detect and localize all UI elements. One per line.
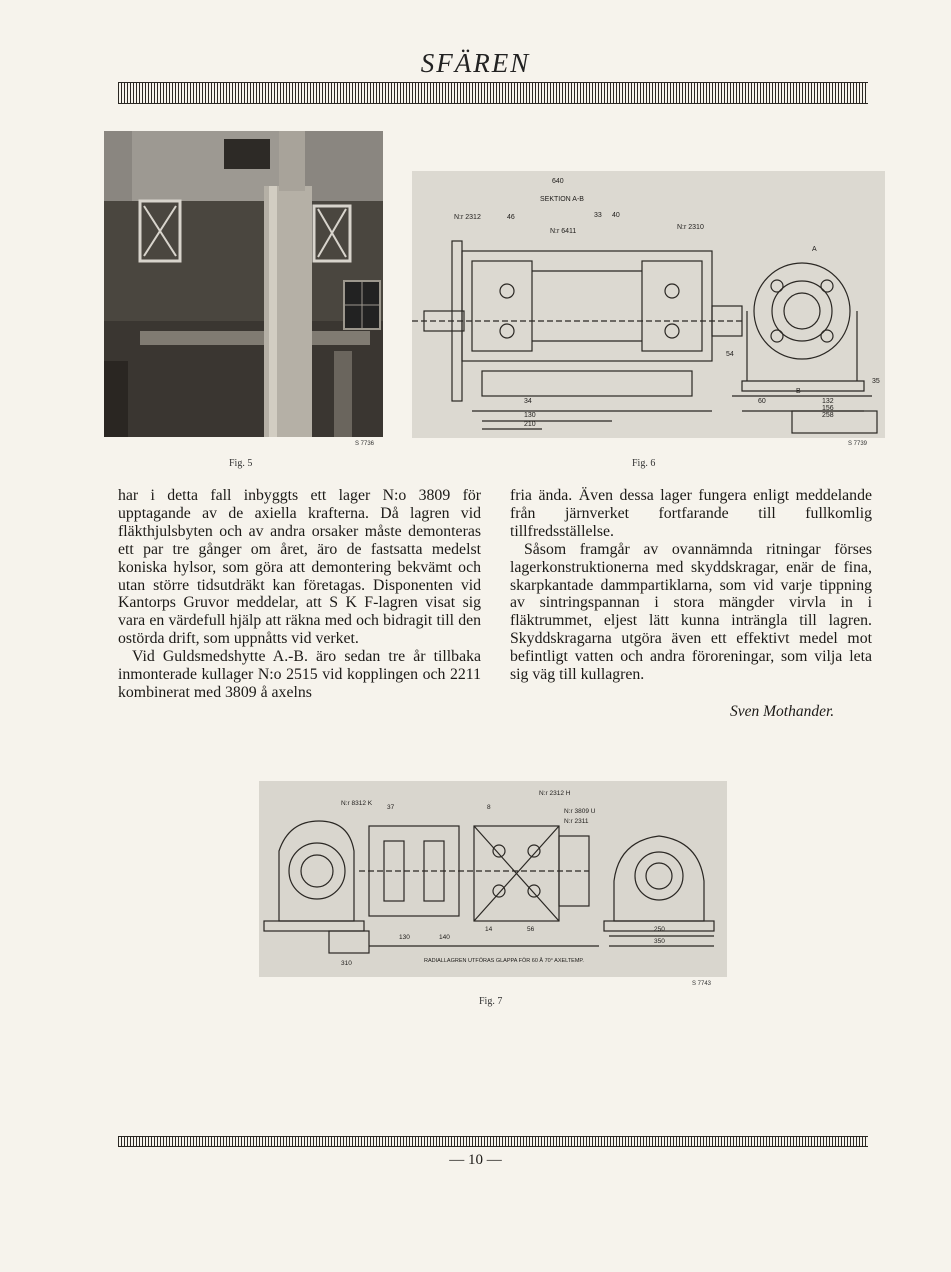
fig5-photo [104, 131, 383, 437]
right-paragraph: fria ända. Även dessa lager fungera enligt meddelande från järnverket fortfarande till fullkomlig tillfredsställelse. [510, 487, 872, 540]
fig6-label: 210 [524, 421, 536, 428]
fig7-label: 310 [341, 960, 352, 967]
fig7-label: N:r 2312 H [539, 790, 571, 797]
fig6-label: 54 [726, 351, 734, 358]
fig6-label: 33 [594, 212, 602, 219]
page-number: — 10 — [449, 1152, 502, 1168]
header-rule [118, 82, 868, 104]
fig6-code: S 7739 [848, 441, 868, 447]
fig6-label: 40 [612, 212, 620, 219]
fig6-label: A [812, 246, 817, 253]
fig6-section-label: SEKTION A-B [540, 196, 584, 203]
fig6-label: B [796, 388, 801, 395]
fig6-drawing [412, 171, 885, 438]
page-header-title: SFÄREN [420, 48, 531, 78]
fig5-caption: Fig. 5 [229, 458, 253, 469]
fig5-code: S 7736 [355, 441, 375, 447]
fig6-caption: Fig. 6 [632, 458, 656, 469]
fig6-label: 46 [507, 214, 515, 221]
fig6-label: N:r 2312 [454, 214, 481, 221]
fig7-label: N:r 8312 K [341, 800, 373, 807]
left-paragraph: har i detta fall inbyggts ett lager N:o 3809 för upptagande av de axiella krafterna. Då lagren vid fläkthjulsbyten och av andra orsaker måste demonteras ett par tre gånger om året, äro de fastsatta medelst koniska hylsor, som göra att demontering bekvämt och utan större tidsutdräkt kan företagas. Disponenten vid Kantorps Gruvor meddelar, att S K F-lagren visat sig vara en värdefull hjälp att räkna med och bidragit till den ostörda drift, som uppnåtts vid verket. [118, 487, 481, 648]
fig6-label: N:r 2310 [677, 224, 704, 231]
signature: Sven Mothander. [730, 703, 835, 720]
right-text-column [510, 487, 872, 684]
fig7-label: N:r 3809 U [564, 808, 596, 815]
fig7-label: 14 [485, 926, 493, 933]
fig7-label: 8 [487, 804, 491, 811]
fig6-label: 156 [822, 405, 834, 412]
fig7-label: 250 [654, 926, 665, 933]
left-paragraph: Vid Guldsmedshytte A.-B. äro sedan tre år tillbaka inmonterade kullager N:o 2515 vid kopplingen och 2211 kombinerat med 3809 å axelns [118, 648, 481, 701]
fig6-label: 130 [524, 412, 536, 419]
left-text-column [118, 487, 481, 702]
fig7-label: 37 [387, 804, 395, 811]
fig6-label: 258 [822, 412, 834, 419]
right-paragraph: Såsom framgår av ovannämnda ritningar förses lagerkonstruktionerna med skyddskragar, enär de fina, skarpkantade dammpartiklarna, som vid varje tippning av sintringspannan i stora mängder virvla in i fläktrummet, eljest lätt kunna inträngla till lagren. Skyddskragarna utgöra även ett effektivt medel mot befintligt vatten och andra föroreningar, som vilja leta sig väg till kullagren. [510, 540, 872, 684]
fig6-label: N:r 6411 [550, 228, 577, 235]
fig7-label: N:r 2311 [564, 818, 589, 825]
fig6-label: 34 [524, 398, 532, 405]
footer-rule [118, 1136, 868, 1147]
fig7-label: 130 [399, 934, 410, 941]
fig6-label: 640 [552, 178, 564, 185]
fig7-label: 140 [439, 934, 450, 941]
fig7-drawing [259, 781, 727, 977]
fig6-label: 132 [822, 398, 834, 405]
fig7-label: 350 [654, 938, 665, 945]
fig7-caption: Fig. 7 [479, 996, 503, 1007]
fig7-code: S 7743 [692, 981, 712, 987]
fig6-label: 35 [872, 378, 880, 385]
fig7-label: 56 [527, 926, 535, 933]
fig7-bottom-note: RADIALLAGREN UTFÖRAS GLAPPA FÖR 60 Å 70° AXELTEMP. [424, 958, 584, 964]
fig6-label: 60 [758, 398, 766, 405]
